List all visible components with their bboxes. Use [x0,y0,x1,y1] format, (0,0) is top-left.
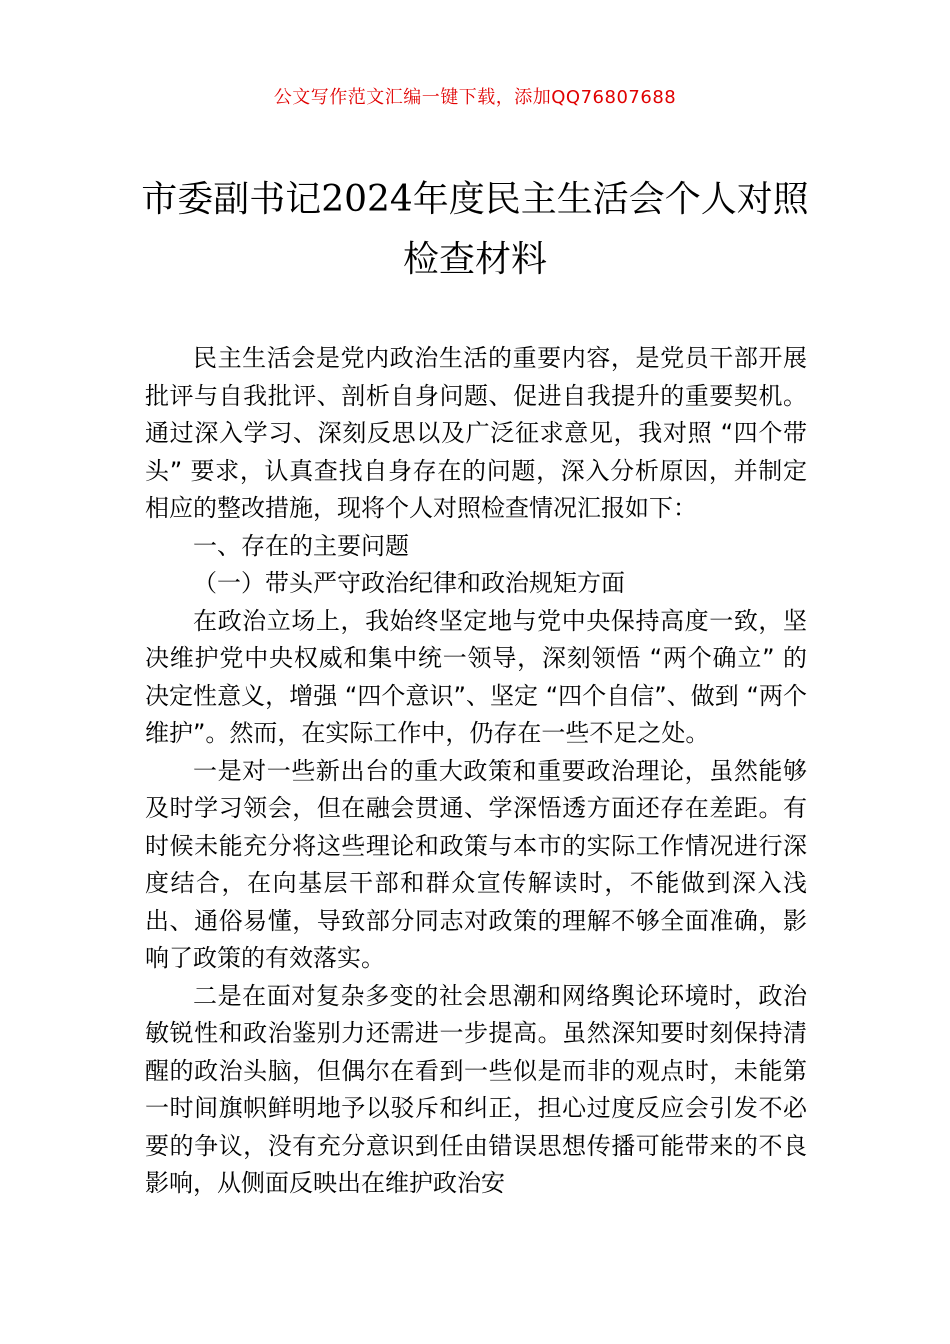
body-paragraph-1: 在政治立场上，我始终坚定地与党中央保持高度一致，坚决维护党中央权威和集中统一领导，深刻领悟 “两个确立” 的决定性意义，增强 “四个意识”、坚定 “四个自信”、做到 “两个维护”。然而，在实际工作中，仍存在一些不足之处。 [145,606,807,747]
body-paragraph-3: 二是在面对复杂多变的社会思潮和网络舆论环境时，政治敏锐性和政治鉴别力还需进一步提高。虽然深知要时刻保持清醒的政治头脑，但偶尔在看到一些似是而非的观点时，未能第一时间旗帜鲜明地予以驳斥和纠正，担心过度反应会引发不必要的争议，没有充分意识到任由错误思想传播可能带来的不良影响，从侧面反映出在维护政治安 [145,981,807,1197]
download-promo-note: 公文写作范文汇编一键下载，添加QQ76807688 [273,87,677,108]
title-line-1: 市委副书记2024年度民主生活会个人对照 [141,179,809,220]
document-title [100,170,850,290]
section-heading-1: 一、存在的主要问题 [193,531,409,560]
intro-paragraph: 民主生活会是党内政治生活的重要内容，是党员干部开展批评与自我批评、剖析自身问题、促进自我提升的重要契机。通过深入学习、深刻反思以及广泛征求意见，我对照 “四个带头” 要求，认真查找自身存在的问题，深入分析原因，并制定相应的整改措施，现将个人对照检查情况汇报如下： [145,344,807,522]
title-line-2: 检查材料 [402,239,547,280]
body-paragraph-2: 一是对一些新出台的重大政策和重要政治理论，虽然能够及时学习领会，但在融会贯通、学深悟透方面还存在差距。有时候未能充分将这些理论和政策与本市的实际工作情况进行深度结合，在向基层干部和群众宣传解读时，不能做到深入浅出、通俗易懂，导致部分同志对政策的理解不够全面准确，影响了政策的有效落实。 [145,756,807,972]
document-body [145,340,807,1203]
subsection-heading-1: （一）带头严守政治纪律和政治规矩方面 [193,569,625,597]
